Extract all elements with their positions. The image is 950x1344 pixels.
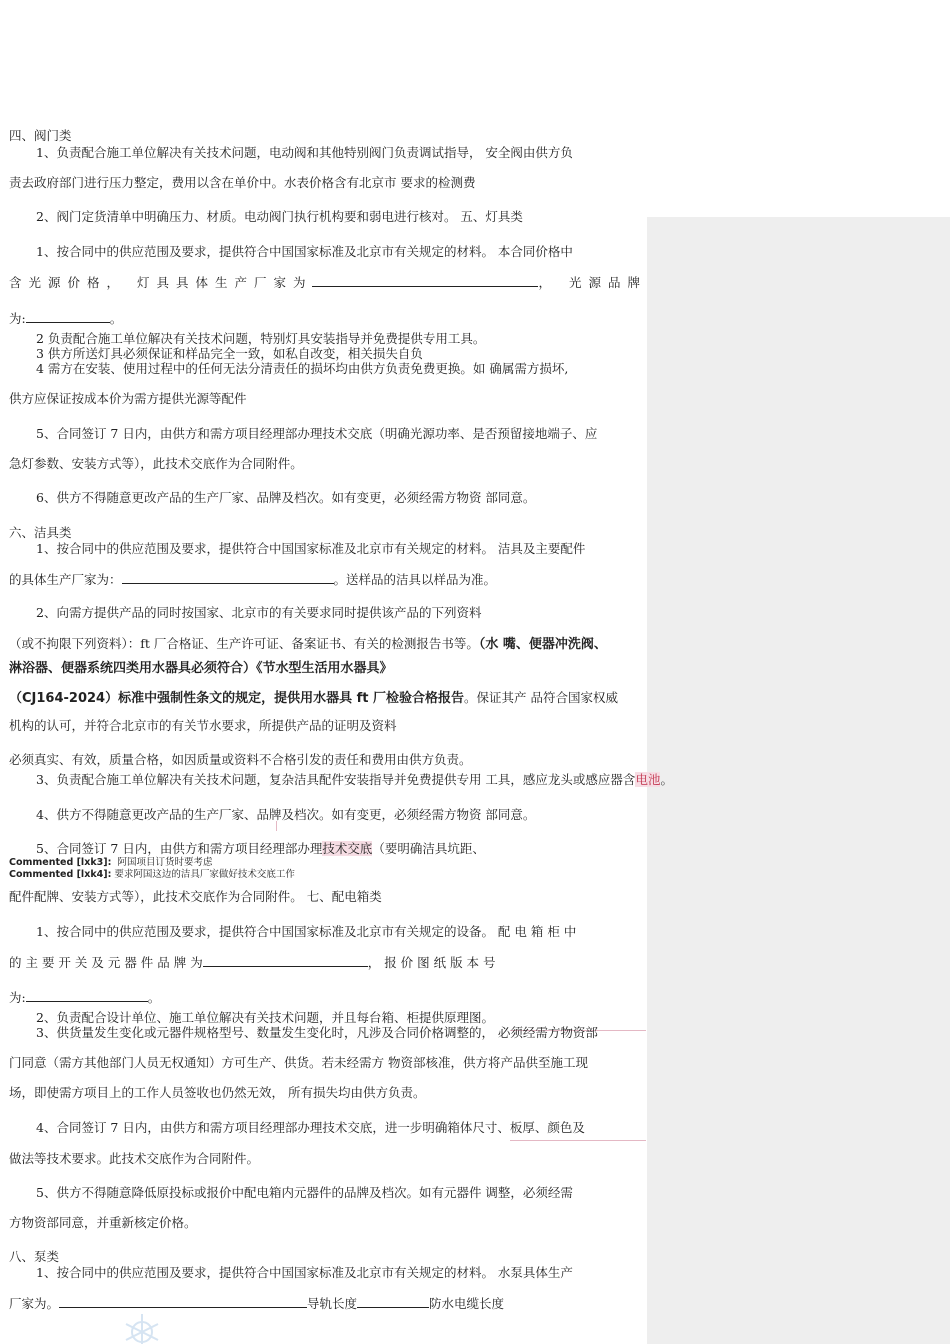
paragraph-line: 配件配牌、安装方式等），此技术交底作为合同附件。 七、配电箱类 [9,889,382,904]
heading-pumps: 八、泵类 [9,1249,60,1264]
text-span: 厂家为。 [9,1296,60,1311]
text-span: 的具体生产厂家为： [9,572,122,587]
paragraph-line [9,954,496,971]
paragraph-line: 2、向需方提供产品的同时按国家、北京市的有关要求同时提供该产品的下列资料 [36,605,482,620]
paragraph-line [36,772,673,788]
text-span: 含光源价格， 灯具具体生产厂家为 [9,275,313,290]
text-span: 。 [109,311,123,326]
paragraph-line: 门同意（需方其他部门人员无权通知）方可生产、供货。若未经需方 物资部核准，供方将产品供至施工现 [9,1055,588,1070]
heading-valves: 四、阀门类 [9,128,72,143]
paragraph-line: 3、供货量发生变化或元器件规格型号、数量发生变化时，凡涉及合同价格调整的， 必须经需方物资部 [36,1025,598,1040]
paragraph-line [9,274,647,291]
paragraph-line: 场，即使需方项目上的工作人员签收也仍然无效， 所有损失均由供方负责。 [9,1085,426,1100]
text-span: ， 光源品牌 [538,275,647,290]
bold-text: （CJ164-2024）标准中强制性条文的规定，提供用水器具 ft 厂检验合格报告 [9,691,465,706]
text-span: 为: [9,311,26,326]
comment-lxk4[interactable] [9,869,295,881]
heading-sanitary: 六、洁具类 [9,525,72,540]
comment-lxk3[interactable] [9,857,212,869]
bold-text: （水 嘴、便器冲洗阀、 [478,637,607,652]
paragraph-line: 4 需方在安装、使用过程中的任何无法分清责任的损坏均由供方负责免费更换。如 确属需方损坏, [36,361,569,376]
paragraph-line [36,841,485,857]
paragraph-line: 急灯参数、安装方式等），此技术交底作为合同附件。 [9,456,303,471]
fill-in-blank[interactable] [357,1295,429,1308]
text-span: ， 报 价 图 纸 版 本 号 [367,955,496,970]
paragraph-line: 1、按合同中的供应范围及要求，提供符合中国国家标准及北京市有关规定的材料。 水泵具体生产 [36,1265,573,1280]
paragraph-line [9,571,496,588]
text-span: 。送样品的洁具以样品为准。 [333,572,497,587]
text-span: 。 [660,772,673,787]
comment-highlight[interactable]: 电池 [635,772,661,787]
bold-line: 淋浴器、便器系统四类用水器具必须符合）《节水型生活用水器具》 [9,661,393,676]
paragraph-line: 机构的认可，并符合北京市的有关节水要求，所提供产品的证明及资料 [9,718,397,733]
text-span: 防水电缆长度 [429,1296,505,1311]
paragraph-line [9,636,607,653]
paragraph-line: 2、负责配合设计单位、施工单位解决有关技术问题，并且每台箱、柜提供原理图。 [36,1010,494,1025]
fill-in-blank[interactable] [26,310,110,323]
text-span: 的 主 要 开 关 及 元 器 件 品 牌 为 [9,955,203,970]
text-span: 3、负责配合施工单位解决有关技术问题，复杂洁具配件安装指导并免费提供专用 工具，感应龙头或感应器含 [36,772,636,787]
watermark-logo-icon [112,1310,172,1344]
paragraph-line: 1、负责配合施工单位解决有关技术问题，电动阀和其他特别阀门负责调试指导， 安全阀由供方负 [36,145,573,160]
fill-in-blank[interactable] [312,274,538,287]
fill-in-blank[interactable] [203,954,368,967]
paragraph-line: 3 供方所送灯具必须保证和样品完全一致，如私自改变，相关损失自负 [36,346,423,361]
text-span: （或不拘限下列资料）：ft 厂合格证、生产许可证、备案证书、有关的检测报告书等。 [9,636,479,651]
paragraph-line: 方物资部同意，并重新核定价格。 [9,1215,197,1230]
text-span: 。 [147,990,161,1005]
paragraph-line: 5、供方不得随意降低原投标或报价中配电箱内元器件的品牌及档次。如有元器件 调整，必须经需 [36,1185,573,1200]
paragraph-line: 责去政府部门进行压力整定，费用以含在单价中。水表价格含有北京市 要求的检测费 [9,175,476,190]
comment-label: Commented [lxk4]: [9,869,112,880]
paragraph-line: 1、按合同中的供应范围及要求，提供符合中国国家标准及北京市有关规定的材料。 洁具及主要配件 [36,541,586,556]
fill-in-blank[interactable] [59,1295,307,1308]
paragraph-line: 必须真实、有效，质量合格，如因质量或资料不合格引发的责任和费用由供方负责。 [9,752,472,767]
text-span: （要明确洁具坑距、 [372,841,485,856]
paragraph-line [9,1295,504,1312]
paragraph-line: 4、供方不得随意更改产品的生产厂家、品牌及档次。如有变更，必须经需方物资 部同意。 [36,807,536,822]
text-span: 为: [9,990,26,1005]
paragraph-line: 5、合同签订 7 日内，由供方和需方项目经理部办理技术交底（明确光源功率、是否预留接地端子、应 [36,426,598,441]
comment-text: 阿国项目订货时要考虑 [117,857,213,868]
paragraph-line: 6、供方不得随意更改产品的生产厂家、品牌及档次。如有变更，必须经需方物资 部同意。 [36,490,536,505]
comment-highlight[interactable]: 技术交底 [322,841,373,856]
paragraph-line: 4、合同签订 7 日内，由供方和需方项目经理部办理技术交底，进一步明确箱体尺寸、板厚、颜色及 [36,1120,585,1135]
paragraph-line: 2 负责配合施工单位解决有关技术问题，特别灯具安装指导并免费提供专用工具。 [36,331,486,346]
paragraph-line: 供方应保证按成本价为需方提供光源等配件 [9,391,247,406]
paragraph-line [9,989,160,1006]
text-span: 导轨长度 [307,1296,358,1311]
comment-connector [510,1140,646,1141]
fill-in-blank[interactable] [122,571,334,584]
paragraph-line: 做法等技术要求。此技术交底作为合同附件。 [9,1151,260,1166]
text-span: 。保证其产 品符合国家权威 [464,690,618,705]
paragraph-line: 1、按合同中的供应范围及要求，提供符合中国国家标准及北京市有关规定的设备。 配 电 箱 柜 中 [36,924,577,939]
paragraph-line [9,310,122,327]
paragraph-line [9,690,618,707]
paragraph-line: 1、按合同中的供应范围及要求，提供符合中国国家标准及北京市有关规定的材料。 本合同价格中 [36,244,573,259]
paragraph-line: 2、阀门定货清单中明确压力、材质。电动阀门执行机构要和弱电进行核对。 五、灯具类 [36,209,523,224]
text-span: 5、合同签订 7 日内，由供方和需方项目经理部办理 [36,841,323,856]
comments-pane [647,217,950,1344]
fill-in-blank[interactable] [26,989,148,1002]
comment-label: Commented [lxk3]: [9,857,112,868]
comment-text: 要求阿国这边的洁具厂家做好技术交底工作 [114,869,295,880]
